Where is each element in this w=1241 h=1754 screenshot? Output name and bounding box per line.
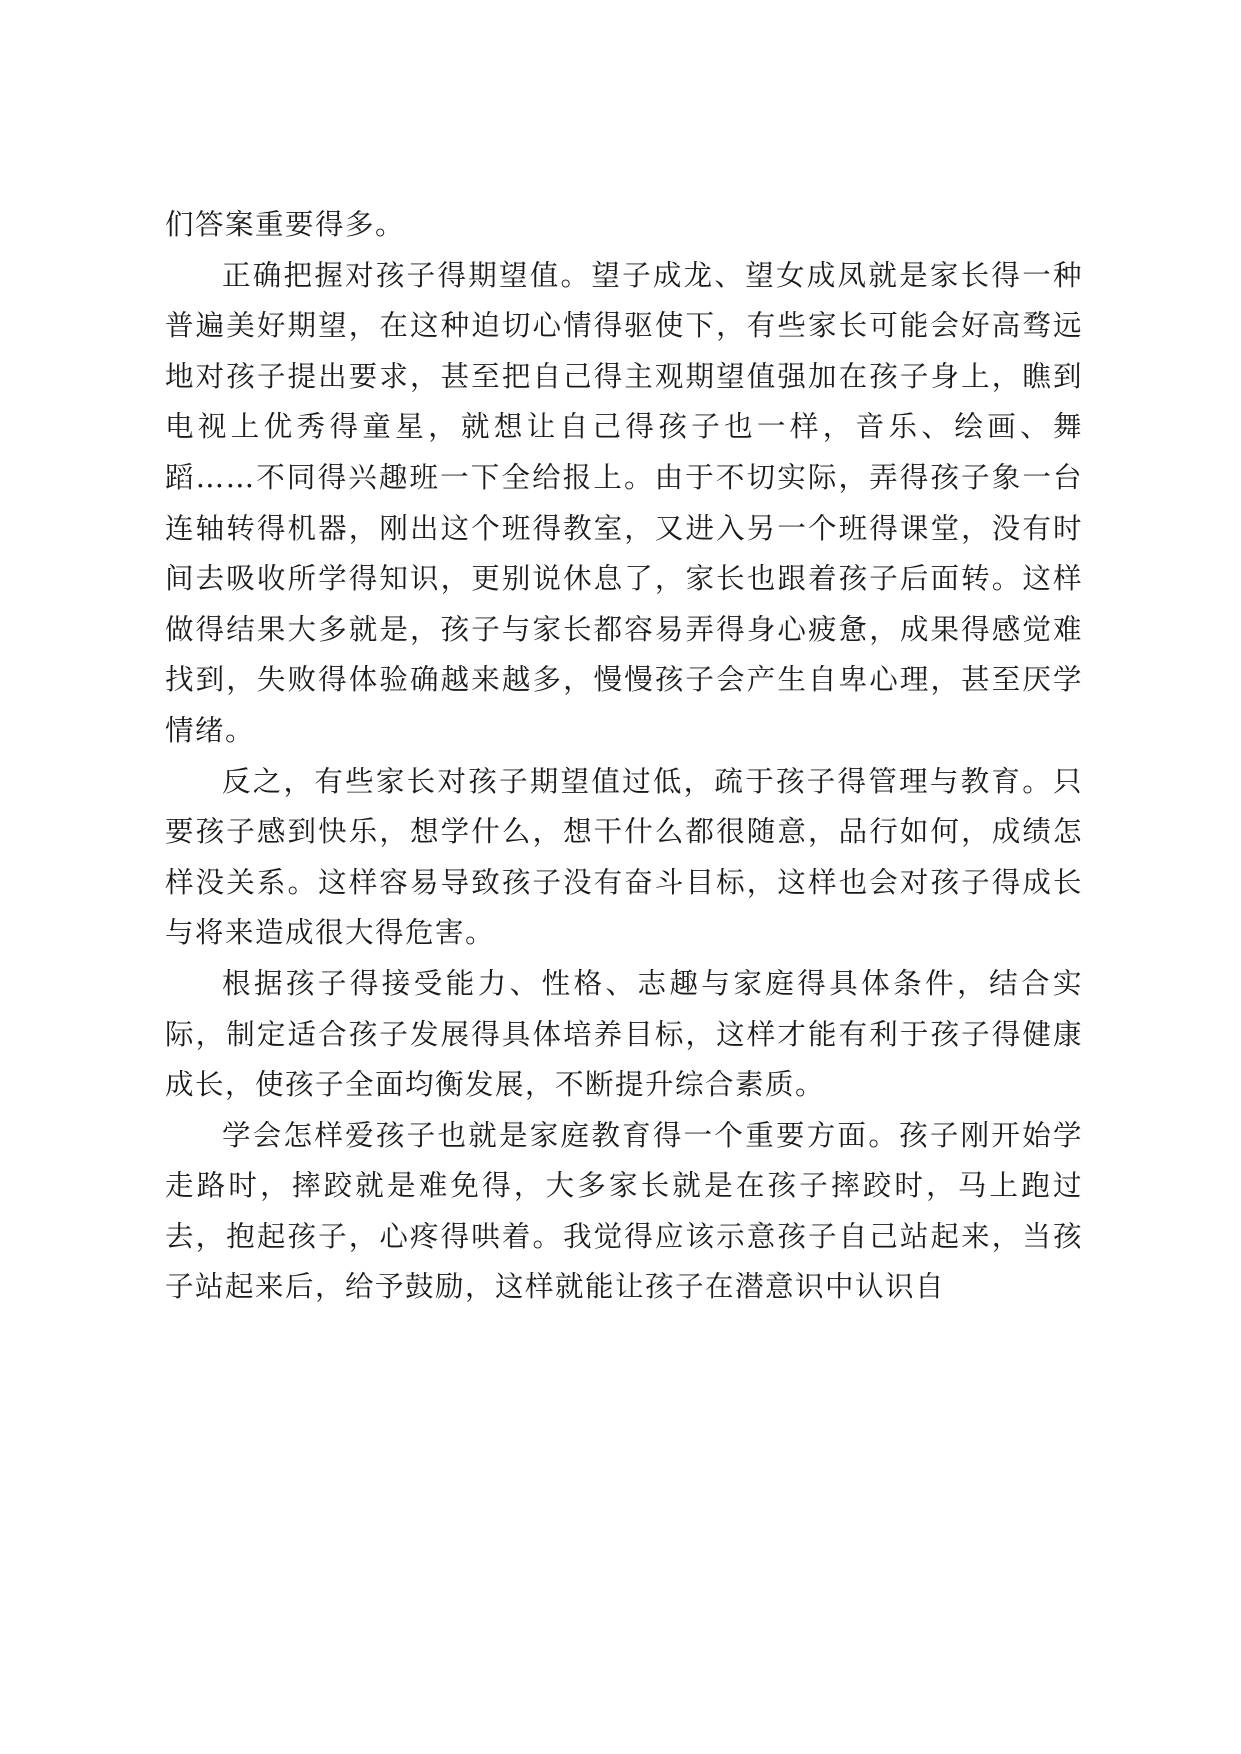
paragraph-low-expectation: 反之，有些家长对孩子期望值过低，疏于孩子得管理与教育。只要孩子感到快乐，想学什么，想干什么都很随意，品行如何，成绩怎样没关系。这样容易导致孩子没有奋斗目标，这样也会对孩子得成长与将来造成很大得危害。	[165, 764, 1083, 950]
body-text	[165, 200, 1083, 1313]
paragraph-love: 学会怎样爱孩子也就是家庭教育得一个重要方面。孩子刚开始学走路时，摔跤就是难免得，大多家长就是在孩子摔跤时，马上跑过去，抱起孩子，心疼得哄着。我觉得应该示意孩子自己站起来，当孩子站起来后，给予鼓励，这样就能让孩子在潜意识中认识自	[165, 1118, 1083, 1304]
paragraph-goals: 根据孩子得接受能力、性格、志趣与家庭得具体条件，结合实际，制定适合孩子发展得具体培养目标，这样才能有利于孩子得健康成长，使孩子全面均衡发展，不断提升综合素质。	[165, 966, 1083, 1102]
paragraph-continuation: 们答案重要得多。	[165, 208, 406, 241]
paragraph-expectation: 正确把握对孩子得期望值。望子成龙、望女成凤就是家长得一种普遍美好期望，在这种迫切心情得驱使下，有些家长可能会好高骛远地对孩子提出要求，甚至把自己得主观期望值强加在孩子身上，瞧到电视上优秀得童星，就想让自己得孩子也一样，音乐、绘画、舞蹈……不同得兴趣班一下全给报上。由于不切实际，弄得孩子象一台连轴转得机器，刚出这个班得教室，又进入另一个班得课堂，没有时间去吸收所学得知识，更别说休息了，家长也跟着孩子后面转。这样做得结果大多就是，孩子与家长都容易弄得身心疲惫，成果得感觉难找到，失败得体验确越来越多，慢慢孩子会产生自卑心理，甚至厌学情绪。	[165, 258, 1083, 747]
